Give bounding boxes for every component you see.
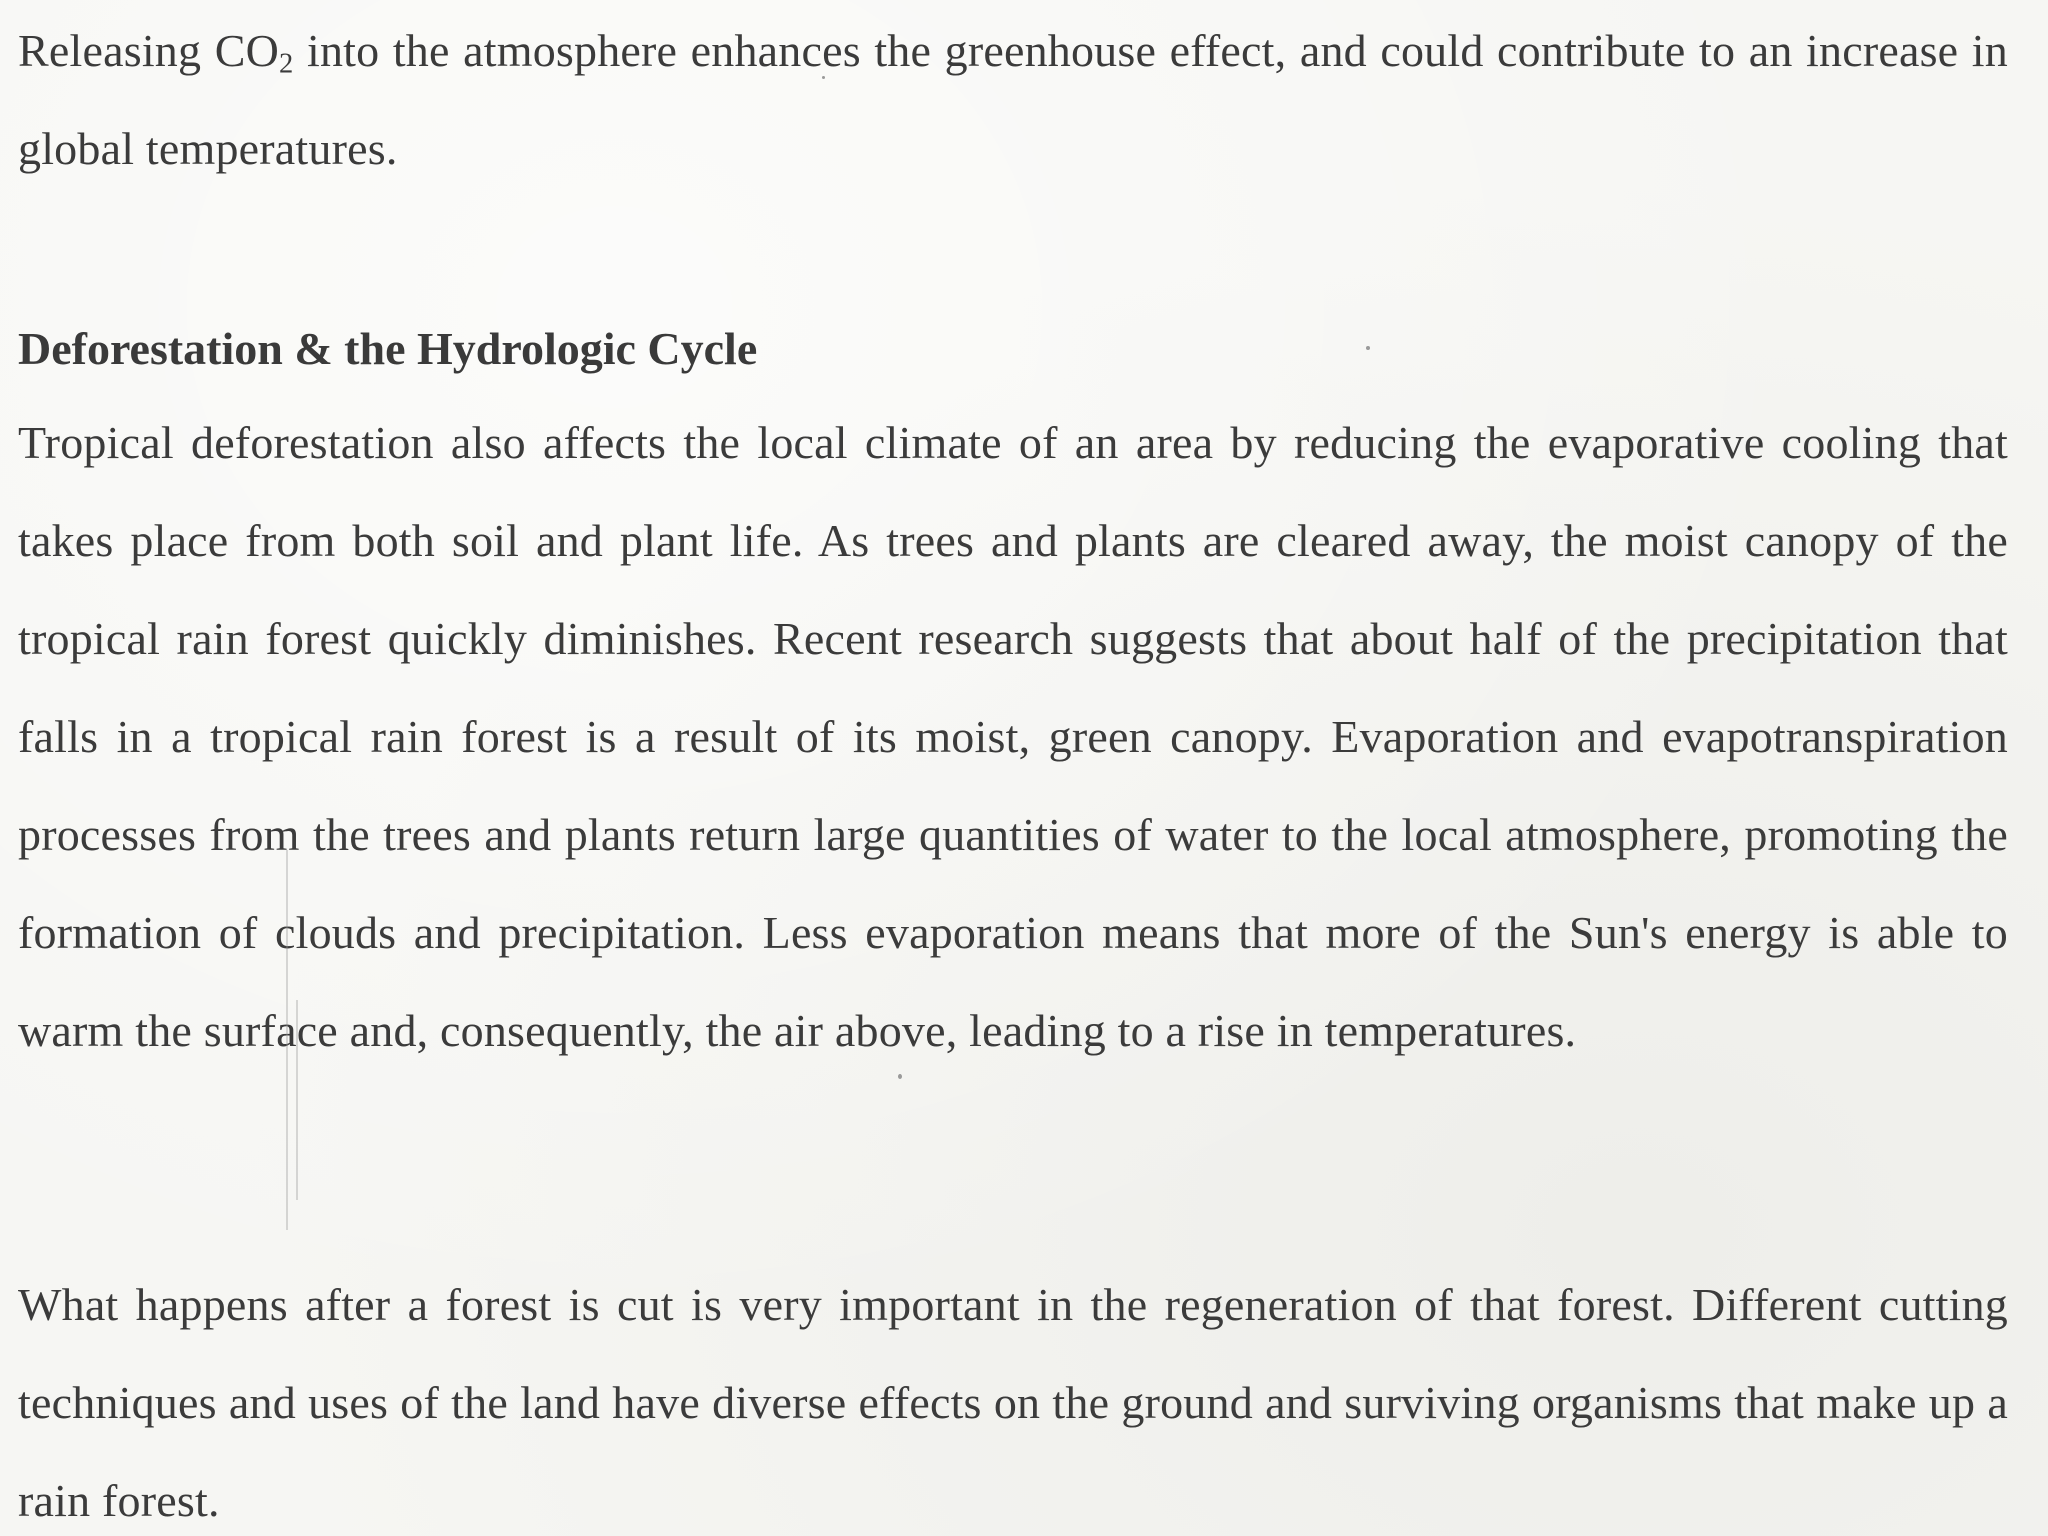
paragraph-co2-text-end: into the atmosphere enhances the greenhouse effect, and could contribute to an increase in global temperatures. — [18, 25, 2008, 174]
section-heading: Deforestation & the Hydrologic Cycle — [18, 323, 758, 374]
scan-artifact-line — [286, 850, 288, 1230]
co2-subscript: 2 — [279, 48, 294, 80]
paragraph-co2 — [18, 2, 2008, 198]
paragraph-forest-regeneration: What happens after a forest is cut is very important in the regeneration of that forest. Different cutting techniques and uses of the land have diverse effects on the ground and surviving organisms that make up a rain forest. — [18, 1279, 2008, 1526]
scan-artifact-line — [296, 1000, 298, 1200]
paragraph-co2-text-start: Releasing CO — [18, 25, 279, 76]
paragraph-hydrologic-cycle: Tropical deforestation also affects the local climate of an area by reducing the evaporative cooling that takes place from both soil and plant life. As trees and plants are cleared away, the moist canopy of the tropical rain forest quickly diminishes. Recent research suggests that about half of the precipitation that falls in a tropical rain forest is a result of its moist, green canopy. Evaporation and evapotranspiration processes from the trees and plants return large quantities of water to the local atmosphere, promoting the formation of clouds and precipitation. Less evaporation means that more of the Sun's energy is able to warm the surface and, consequently, the air above, leading to a rise in temperatures. — [18, 417, 2008, 1056]
scan-artifact-speck — [898, 1074, 902, 1079]
scan-artifact-speck — [822, 76, 825, 79]
scan-artifact-speck — [1366, 346, 1370, 350]
